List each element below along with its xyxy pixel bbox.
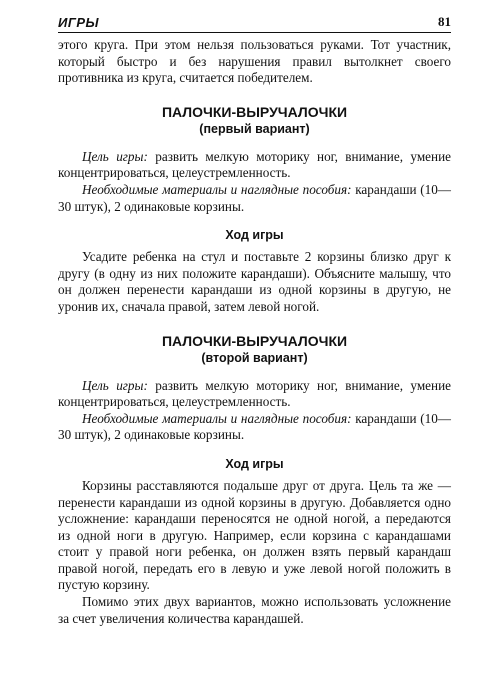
variant1-course-heading: Ход игры [225,228,284,243]
goal-label: Цель игры: [82,148,148,164]
variant2-goal [58,378,451,411]
goal-text: развить мелкую моторику ног, внимание, умение концентрироваться, целеустремленность. [58,148,451,181]
variant2-closing-text: Помимо этих двух вариантов, можно использовать усложнение за счет увеличения количества карандашей. [58,594,451,626]
variant2-title: ПАЛОЧКИ-ВЫРУЧАЛОЧКИ [161,332,348,349]
page-number: 81 [438,14,451,29]
variant1-goal [58,149,451,182]
variant2-course-text: Корзины расставляются подальше друг от друга. Цель та же — перенести карандаши из одной корзины в другую. Добавляется одно усложнение: карандаши переносятся не одной ногой, а передаются из одной ноги в другую. Например, если корзина с карандашами стоит у правой ноги ребенка, он должен взять первый карандаш правой ногой, передать его в левую и уже левой ногой положить в пустую корзину. [58,477,451,593]
variant2-course-heading: Ход игры [225,456,284,471]
book-page [58,14,451,627]
variant2-materials [58,411,451,444]
variant1-subtitle: (первый вариант) [199,121,310,136]
materials-text: карандаши (10—30 штук), 2 одинаковые корзины. [58,410,451,443]
goal-label: Цель игры: [82,377,148,393]
running-header [58,14,451,33]
variant2-subtitle: (второй вариант) [201,350,308,365]
intro-paragraph: этого круга. При этом нельзя пользоваться руками. Тот участник, который быстро и без нарушения правил вытолкнет своего противника из круга, считается победителем. [58,37,451,86]
materials-label: Необходимые материалы и наглядные пособия: [82,181,352,197]
variant1-course-text: Усадите ребенка на стул и поставьте 2 корзины близко друг к другу (в одну из них положите карандаши). Объясните малышу, что он должен перенести карандаши из одной корзины в другую, не уронив их, сначала правой, затем левой ногой. [58,249,451,314]
materials-text: карандаши (10—30 штук), 2 одинаковые корзины. [58,181,451,214]
goal-text: развить мелкую моторику ног, внимание, умение концентрироваться, целеустремленность. [58,377,451,410]
section-title: ИГРЫ [58,15,99,30]
variant1-materials [58,182,451,215]
variant1-title: ПАЛОЧКИ-ВЫРУЧАЛОЧКИ [161,103,348,120]
materials-label: Необходимые материалы и наглядные пособия: [82,410,352,426]
